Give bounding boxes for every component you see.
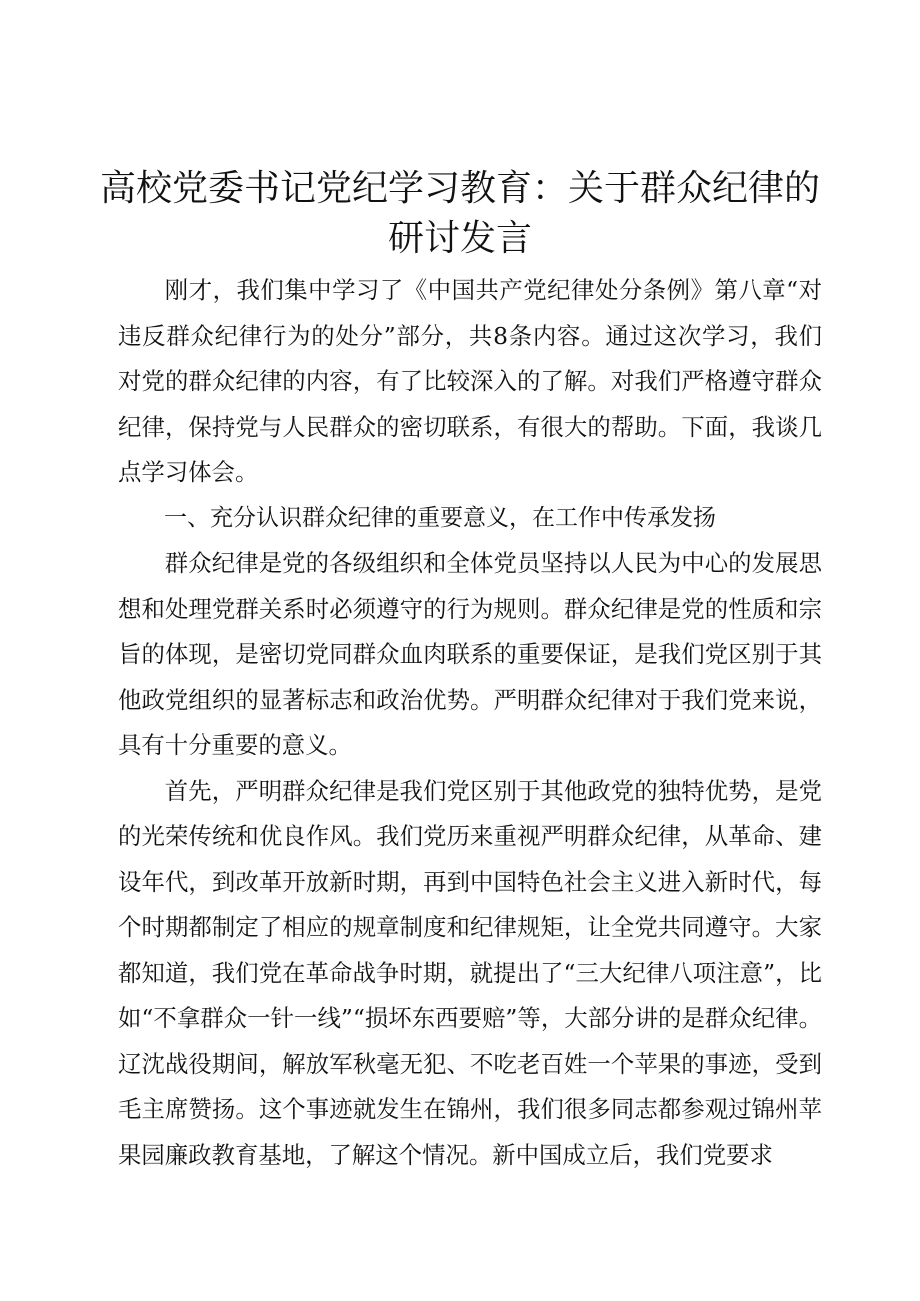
document-title-line-1: 高校党委书记党纪学习教育：关于群众纪律的 — [99, 168, 820, 209]
document-title-line-2: 研讨发言 — [387, 218, 532, 259]
paragraph-discipline-definition: 群众纪律是党的各级组织和全体党员坚持以人民为中心的发展思想和处理党群关系时必须遵守的行为规则。群众纪律是党的性质和宗旨的体现，是密切党同群众血肉联系的重要保证，是我们党区别于其他政党组织的显著标志和政治优势。严明群众纪律对于我们党来说，具有十分重要的意义。 — [118, 549, 822, 759]
section-heading-1: 一、充分认识群众纪律的重要意义，在工作中传承发扬 — [164, 504, 716, 531]
paragraph-intro: 刚才，我们集中学习了《中国共产党纪律处分条例》第八章“对违反群众纪律行为的处分”部分，共8条内容。通过这次学习，我们对党的群众纪律的内容，有了比较深入的了解。对我们严格遵守群众纪律，保持党与人民群众的密切联系，有很大的帮助。下面，我谈几点学习体会。 — [118, 276, 822, 486]
document-body — [118, 268, 822, 1178]
paragraph-first-point: 首先，严明群众纪律是我们党区别于其他政党的独特优势，是党的光荣传统和优良作风。我们党历来重视严明群众纪律，从革命、建设年代，到改革开放新时期，再到中国特色社会主义进入新时代，每个时期都制定了相应的规章制度和纪律规矩，让全党共同遵守。大家都知道，我们党在革命战争时期，就提出了“三大纪律八项注意”，比如“不拿群众一针一线”“损坏东西要赔”等，大部分讲的是群众纪律。辽沈战役期间，解放军秋毫无犯、不吃老百姓一个苹果的事迹，受到毛主席赞扬。这个事迹就发生在锦州，我们很多同志都参观过锦州苹果园廉政教育基地，了解这个情况。新中国成立后，我们党要求 — [118, 776, 822, 1169]
